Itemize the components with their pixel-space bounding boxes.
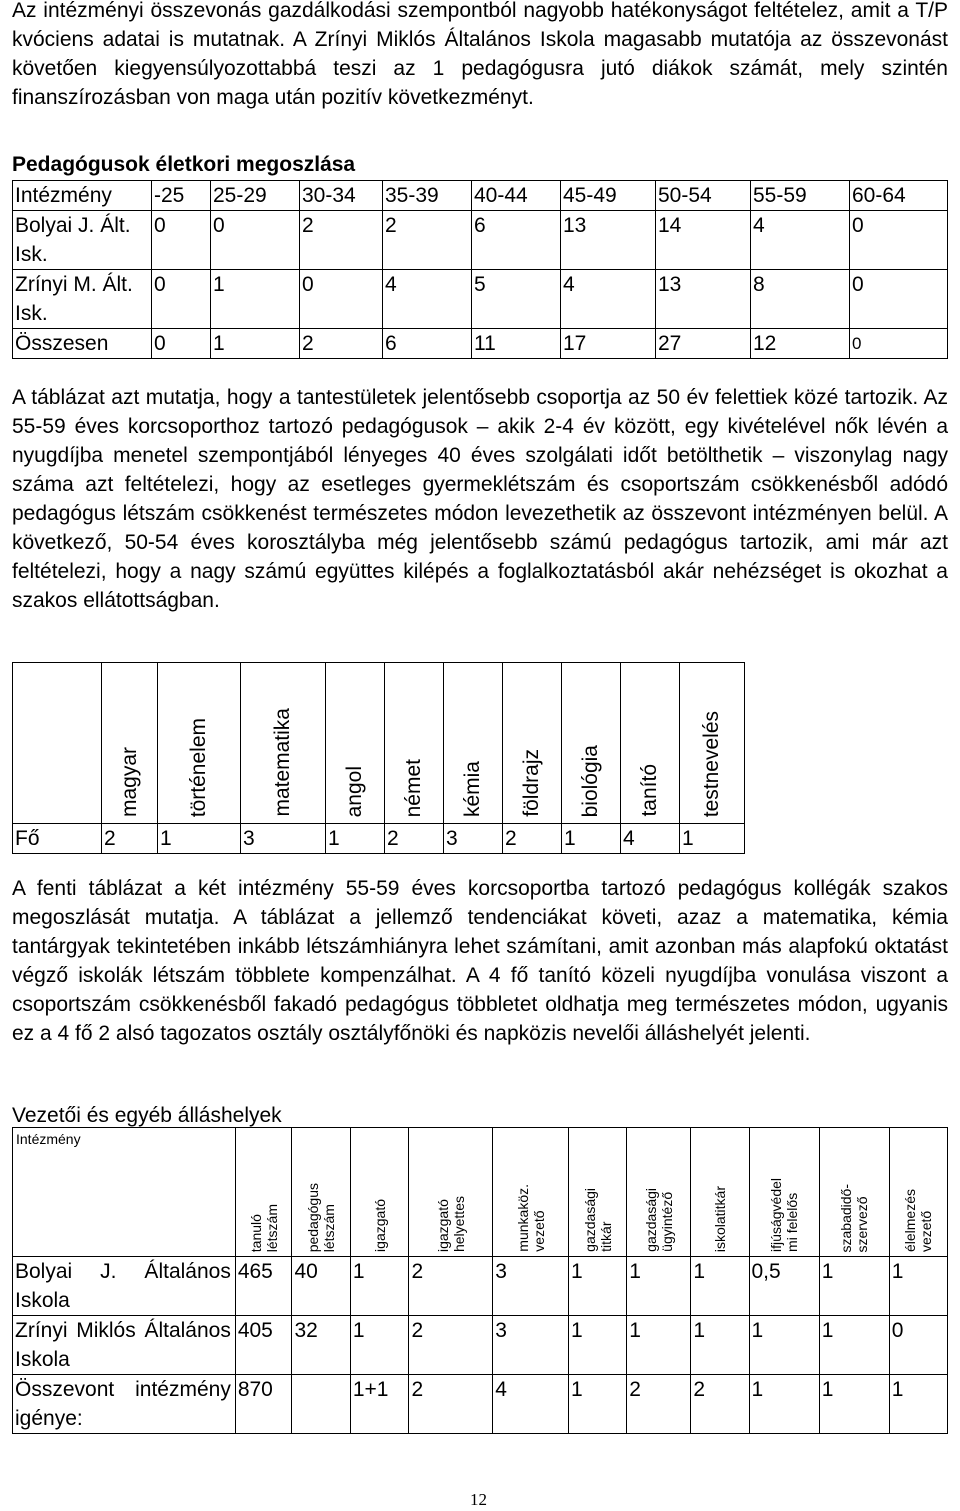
subject-header: német xyxy=(402,758,425,817)
table-cell: 870 xyxy=(235,1375,292,1434)
position-header: élelmezés vezető xyxy=(902,1188,935,1252)
table-cell: 4 xyxy=(493,1375,569,1434)
table-cell: 0 xyxy=(152,211,211,270)
subject-header: testnevelés xyxy=(700,710,723,817)
age-header-cell: 45-49 xyxy=(561,181,656,211)
position-header: gazdasági titkár xyxy=(581,1188,614,1252)
table-cell: 3 xyxy=(493,1257,569,1316)
subject-header: magyar xyxy=(117,746,141,817)
table-cell: 1 xyxy=(889,1257,947,1316)
table-cell: 2 xyxy=(409,1316,493,1375)
table-cell: 1 xyxy=(350,1257,409,1316)
age-header-cell: 50-54 xyxy=(656,181,751,211)
row-label: Összesen xyxy=(13,329,152,359)
table-cell: 1 xyxy=(627,1257,691,1316)
subject-header: matematika xyxy=(271,708,294,817)
table-cell: 4 xyxy=(383,270,472,329)
table-cell: 1 xyxy=(158,824,241,854)
table-row xyxy=(13,1257,948,1316)
position-header: iskolatitkár xyxy=(711,1185,728,1252)
table-cell: 1 xyxy=(680,824,745,854)
age-distribution-table xyxy=(12,180,948,359)
row-label: Bolyai J. Ált. Isk. xyxy=(13,211,152,270)
row-label: Fő xyxy=(13,824,102,854)
table-cell: 2 xyxy=(102,824,158,854)
table-cell: 1 xyxy=(749,1316,819,1375)
table-row xyxy=(13,824,745,854)
table-cell: 1 xyxy=(819,1316,889,1375)
age-header-cell: 35-39 xyxy=(383,181,472,211)
subject-distribution-table xyxy=(12,662,745,854)
table-row xyxy=(13,329,948,359)
lead-header-row xyxy=(13,1128,948,1257)
subject-header: angol xyxy=(343,765,366,817)
age-header-cell: Intézmény xyxy=(13,181,152,211)
table-cell: 0 xyxy=(152,329,211,359)
table-cell: 2 xyxy=(383,211,472,270)
table-cell: 8 xyxy=(751,270,850,329)
table-cell: 1 xyxy=(569,1316,627,1375)
paragraph-age-analysis: A táblázat azt mutatja, hogy a tantestületek jelentősebb csoportja az 50 év felettiek közé tartozik. Az 55-59 éves korcsoporthoz tartozó pedagógusok – akik 2-4 év között, egy kivételével nők lévén a nyugdíjba menetel szempontjából lényeges 40 éves szolgálati időt betölthetik – viszonylag nagy száma azt feltételezi, hogy az esetleges gyermeklétszám és csoportszám csökkenésből adódó pedagógus létszám csökkenést természetes módon levezethetik az összevont intézményen belül. A következő, 50-54 éves korosztályba még jelentősebb számú pedagógus tartozik, ami már azt feltételezi, hogy a nagy számú együttes kilépés a foglalkoztatásból akár nehézséget is okozhat a szakos ellátottságban. xyxy=(12,386,948,612)
table-cell: 2 xyxy=(503,824,562,854)
row-label: Bolyai J. Általános Iskola xyxy=(13,1257,236,1316)
table-cell xyxy=(292,1375,350,1434)
table-cell: 4 xyxy=(561,270,656,329)
table-cell: 1 xyxy=(569,1257,627,1316)
row-label: Összevont intézmény igénye: xyxy=(13,1375,236,1434)
table-cell: 1 xyxy=(569,1375,627,1434)
age-header-cell: 30-34 xyxy=(300,181,383,211)
table-cell: 1 xyxy=(326,824,385,854)
table-cell: 1 xyxy=(627,1316,691,1375)
position-header: gazdasági ügyintéző xyxy=(642,1188,675,1252)
table-cell: 13 xyxy=(561,211,656,270)
table-cell: 3 xyxy=(444,824,503,854)
table-cell: 4 xyxy=(751,211,850,270)
age-header-cell: 60-64 xyxy=(850,181,948,211)
table-cell: 0 xyxy=(850,270,948,329)
lead-table-title: Vezetői és egyéb álláshelyek xyxy=(12,1104,282,1127)
table-cell: 2 xyxy=(409,1257,493,1316)
table-cell: 4 xyxy=(621,824,680,854)
position-header: igazgató xyxy=(371,1199,388,1252)
table-cell: 1 xyxy=(819,1257,889,1316)
table-cell: 2 xyxy=(300,211,383,270)
subject-header: kémia xyxy=(461,760,484,817)
table-cell: 32 xyxy=(292,1316,350,1375)
position-header: szabadidő- szervező xyxy=(838,1183,871,1252)
table-cell: 0,5 xyxy=(749,1257,819,1316)
table-cell: 0 xyxy=(850,329,948,359)
table-cell: 3 xyxy=(493,1316,569,1375)
age-table-title: Pedagógusok életkori megoszlása xyxy=(12,153,356,176)
age-header-cell: -25 xyxy=(152,181,211,211)
row-label: Zrínyi Miklós Általános Iskola xyxy=(13,1316,236,1375)
table-cell: 465 xyxy=(235,1257,292,1316)
leadership-positions-table xyxy=(12,1127,948,1434)
position-header: pedagógus létszám xyxy=(305,1182,338,1252)
table-cell: 11 xyxy=(472,329,561,359)
age-header-cell: 40-44 xyxy=(472,181,561,211)
paragraph-subject-analysis: A fenti táblázat a két intézmény 55-59 éves korcsoportba tartozó pedagógus kollégák szakos megoszlását mutatja. A táblázat a jellemző tendenciákat követi, azaz a matematika, kémia tantárgyak tekintetében inkább létszámhiányra lehet számítani, amit azonban más alapfokú oktatást végző iskolák létszám többlete kompenzálhat. A 4 fő tanító közeli nyugdíjba vonulása viszont a csoportszám csökkenésből fakadó pedagógus többletet oldhatja meg természetes módon, ugyanis ez a 4 fő 2 alsó tagozatos osztály osztályfőnöki és napközis nevelői álláshelyét jelenti. xyxy=(12,877,948,1045)
subject-header: tanító xyxy=(638,764,661,817)
table-cell: 1 xyxy=(749,1375,819,1434)
table-cell: 5 xyxy=(472,270,561,329)
position-header: tanuló létszám xyxy=(247,1203,280,1252)
table-cell: 13 xyxy=(656,270,751,329)
table-cell: 2 xyxy=(385,824,444,854)
table-cell: 1 xyxy=(562,824,621,854)
table-cell: 1 xyxy=(350,1316,409,1375)
table-cell: 405 xyxy=(235,1316,292,1375)
age-header-cell: 25-29 xyxy=(211,181,300,211)
table-cell: 14 xyxy=(656,211,751,270)
table-cell: 1 xyxy=(889,1375,947,1434)
age-table-header-row xyxy=(13,181,948,211)
table-cell: 1 xyxy=(211,270,300,329)
position-header: igazgató helyettes xyxy=(434,1195,467,1252)
table-row xyxy=(13,211,948,270)
table-cell: 1 xyxy=(691,1316,749,1375)
table-cell: 12 xyxy=(751,329,850,359)
position-header: ifjúságvédel mi felelős xyxy=(768,1178,801,1252)
table-cell: 3 xyxy=(241,824,326,854)
table-cell: 6 xyxy=(383,329,472,359)
subject-header: földrajz xyxy=(520,749,543,817)
table-cell: 2 xyxy=(691,1375,749,1434)
row-label: Zrínyi M. Ált. Isk. xyxy=(13,270,152,329)
table-cell: 0 xyxy=(889,1316,947,1375)
table-cell: 27 xyxy=(656,329,751,359)
subject-header-row xyxy=(13,663,745,824)
empty-header-cell xyxy=(13,663,102,824)
table-cell: 1 xyxy=(819,1375,889,1434)
table-cell: 1 xyxy=(211,329,300,359)
age-header-cell: 55-59 xyxy=(751,181,850,211)
table-row xyxy=(13,1375,948,1434)
table-cell: 1 xyxy=(691,1257,749,1316)
table-cell: 17 xyxy=(561,329,656,359)
table-cell: 1+1 xyxy=(350,1375,409,1434)
subject-header: történelem xyxy=(187,717,210,817)
table-cell: 2 xyxy=(409,1375,493,1434)
table-row xyxy=(13,1316,948,1375)
inst-header: Intézmény xyxy=(13,1128,236,1257)
paragraph-efficiency: Az intézményi összevonás gazdálkodási szempontból nagyobb hatékonyságot feltételez, amit a T/P kvóciens adatai is mutatnak. A Zrínyi Miklós Általános Iskola magasabb mutatója az összevonást követően kiegyensúlyozottabbá teszi az 1 pedagógusra jutó diákok számát, mely szintén finanszírozásban von maga után pozitív következményt. xyxy=(12,0,948,109)
table-cell: 6 xyxy=(472,211,561,270)
table-cell: 0 xyxy=(850,211,948,270)
position-header: munkaköz. vezető xyxy=(514,1184,547,1252)
page-number: 12 xyxy=(470,1490,487,1509)
table-cell: 0 xyxy=(211,211,300,270)
table-cell: 0 xyxy=(152,270,211,329)
table-cell: 0 xyxy=(300,270,383,329)
table-cell: 2 xyxy=(300,329,383,359)
table-cell: 40 xyxy=(292,1257,350,1316)
table-cell: 2 xyxy=(627,1375,691,1434)
table-row xyxy=(13,270,948,329)
subject-header: biológia xyxy=(579,744,602,817)
